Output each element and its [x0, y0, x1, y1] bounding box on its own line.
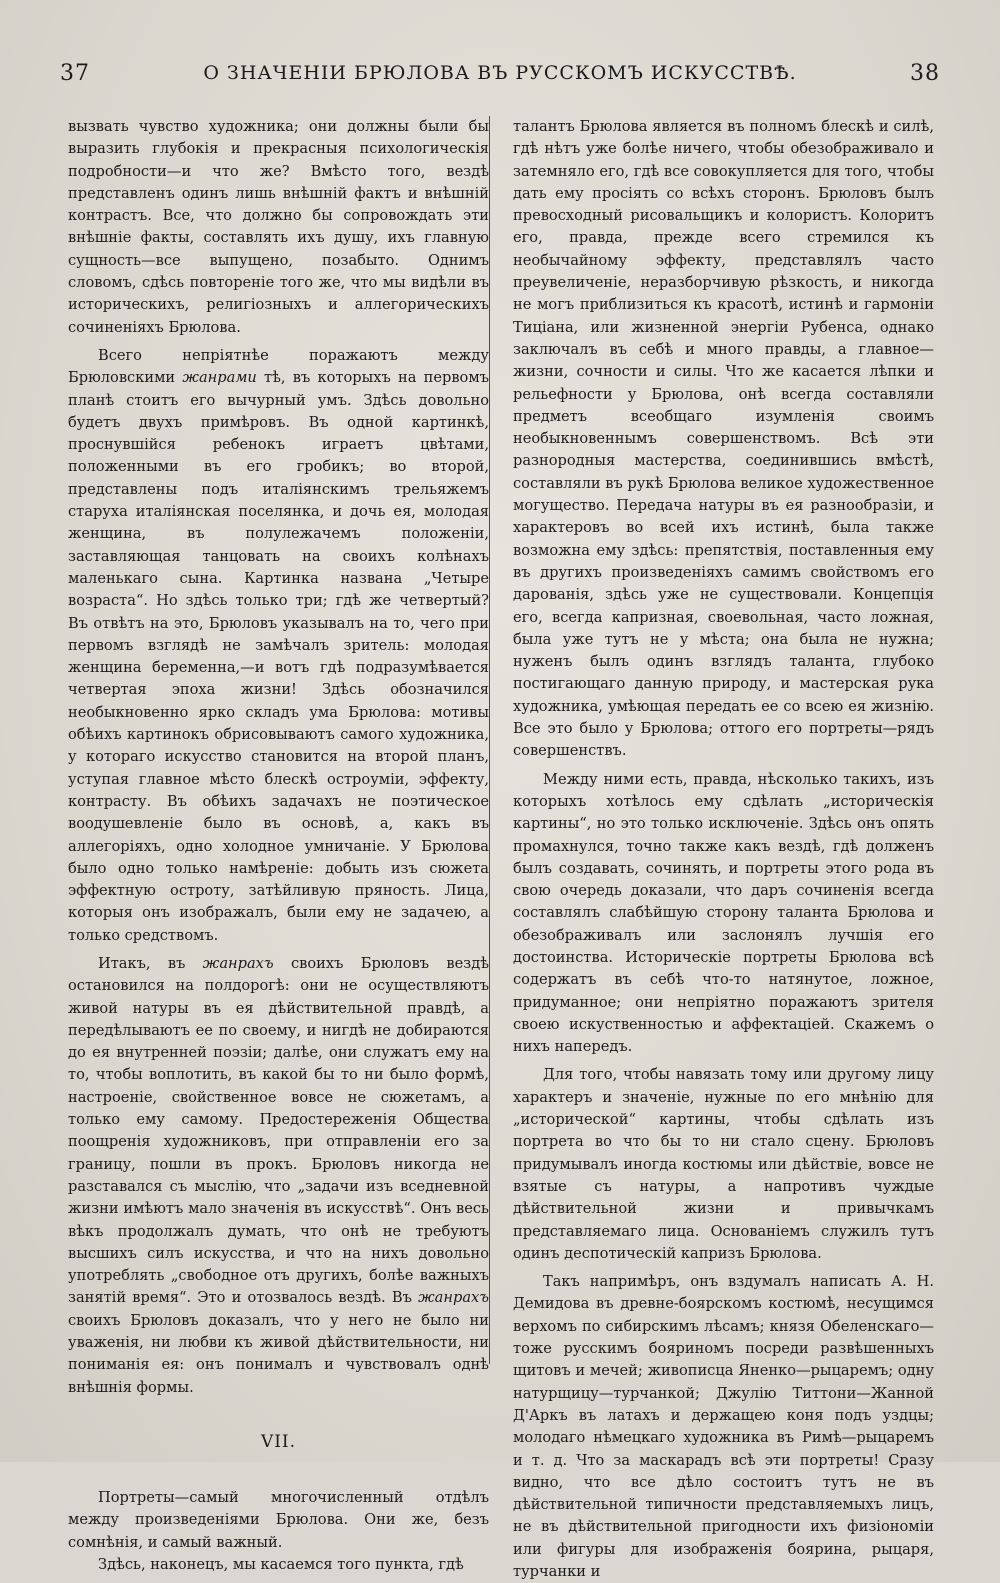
- paragraph: Между ними есть, правда, нѣсколько такихъ, изъ которыхъ хотѣлось ему сдѣлать „историческія картины“, но это только исключеніе. Здѣсь онъ опять промахнулся, точно также какъ вездѣ, гдѣ долженъ былъ создавать, сочинять, и портреты этого рода въ свою очередь доказали, что даръ сочиненія всегда составлялъ слабѣйшую сторону таланта Брюлова и обезображивалъ или заслонялъ лучшія его достоинства. Историческіе портреты Брюлова всѣ содержатъ въ себѣ что-то натянутое, ложное, придуманное; они непріятно поражаютъ зрителя своею искуственностью и аффектаціей. Скажемъ о нихъ напередъ.: [513, 770, 934, 1056]
- text-columns: [68, 116, 934, 1580]
- left-column: [68, 116, 490, 1573]
- text-run: тѣ, въ которыхъ на первомъ планѣ стоитъ его вычурный умъ. Здѣсь довольно будетъ двухъ примѣровъ. Въ одной картинкѣ, проснувшійся ребенокъ играетъ цвѣтами, положенными въ его гробикъ; во второй, представлены подъ италіянскимъ трельяжемъ старуха италіянская поселянка, и дочь ея, молодая женщина, въ полулежачемъ положеніи, заставляющая танцовать на своихъ колѣнахъ маленькаго сына. Картинка названа „Четыре возраста“. Но здѣсь только три; гдѣ же четвертый? Въ отвѣтъ на это, Брюловъ указывалъ на то, чего при первомъ взглядѣ не замѣчалъ зритель: молодая женщина беременна,—и вотъ гдѣ подразумѣвается четвертая эпоха жизни! Здѣсь обозначился необыкновенно ярко складъ ума Брюлова: мотивы обѣихъ картинокъ обрисовываютъ самого художника, у котораго искусство становится на второй планъ, уступая главное мѣсто блескѣ остроуміи, эффекту, контрасту. Въ обѣихъ задачахъ не поэтическое воодушевленіе было въ основѣ, а, какъ въ аллегоріяхъ, одно холодное умничаніе. У Брюлова было одно только намѣреніе: добыть изъ сюжета эффектную остроту, затѣйливую пряность. Лица, которыя онъ изображалъ, были ему не задачею, а только средствомъ.: [68, 369, 489, 944]
- paragraph: Здѣсь, наконецъ, мы касаемся того пункта, гдѣ: [98, 1555, 464, 1573]
- text-run: Всего непріятнѣе поражаютъ между Брюловскими: [68, 346, 489, 387]
- text-run: Итакъ, въ: [98, 954, 203, 972]
- paragraph: [68, 953, 489, 1399]
- page-header: [60, 58, 940, 88]
- running-title: О ЗНАЧЕНІИ БРЮЛОВА ВЪ РУССКОМЪ ИСКУССТВѢ.: [203, 62, 797, 84]
- paragraph: Портреты—самый многочисленный отдѣлъ между произведеніями Брюлова. Они же, безъ сомнѣнія, и самый важный.: [68, 1488, 489, 1551]
- paragraph: Для того, чтобы навязать тому или другому лицу характеръ и значеніе, нужные по его мнѣнію для „исторической“ картины, чтобы сдѣлать изъ портрета во что бы то ни стало сцену. Брюловъ придумывалъ иногда костюмы или дѣйствіе, вовсе не взятые съ натуры, а напротивъ чуждые дѣйствительной жизни и привычкамъ представляемаго лица. Основаніемъ служилъ тутъ одинъ деспотическій капризъ Брюлова.: [513, 1066, 934, 1262]
- italic-term: жанрахъ: [418, 1289, 489, 1307]
- right-column: [513, 116, 934, 1580]
- text-run: своихъ Брюловъ доказалъ, что у него не было ни уваженія, ни любви къ живой дѣйствительности, ни пониманія ея: онъ понималъ и чувствовалъ однѣ внѣшнія формы.: [68, 1311, 489, 1396]
- section-heading: VII.: [260, 1431, 297, 1452]
- italic-term: жанрахъ: [202, 954, 274, 972]
- page-number-right: 38: [910, 60, 940, 86]
- paragraph: талантъ Брюлова является въ полномъ блескѣ и силѣ, гдѣ нѣтъ уже болѣе ничего, чтобы обезображивало и затемняло его, гдѣ все совокупляется для того, чтобы дать ему просіять со всѣхъ сторонъ. Брюловъ былъ превосходный рисовальщикъ и колористъ. Колоритъ его, правда, прежде всего стремился къ необычайному эффекту, представлялъ часто преувеличеніе, неразборчивую рѣзкость, и никогда не могъ приблизиться къ красотѣ, истинѣ и гармоніи Тиціана, или жизненной энергіи Рубенса, однако заключалъ въ себѣ и много правды, а главное—жизни, сочности и силы. Что же касается лѣпки и рельефности у Брюлова, онѣ всегда составляли предметъ всеобщаго изумленія своимъ необыкновеннымъ совершенствомъ. Всѣ эти разнородныя мастерства, соединившись вмѣстѣ, составляли въ рукѣ Брюлова великое художественное могущество. Передача натуры въ ея разнообразіи, и характеровъ во всей ихъ истинѣ, была также возможна ему здѣсь: препятствія, поставленныя ему въ другихъ произведеніяхъ самимъ свойствомъ его дарованія, здѣсь уже не существовали. Концепція его, всегда капризная, своевольная, часто ложная, была уже тутъ не у мѣста; она была не нужна; нуженъ былъ одинъ взглядъ таланта, глубоко постигающаго данную природу, и мастерская рука художника, умѣющая передать ее со всею ея жизнію. Все это было у Брюлова; оттого его портреты—рядъ совершенствъ.: [513, 118, 934, 760]
- paragraph: вызвать чувство художника; они должны были бы выразить глубокія и прекрасныя психологическія подробности—и что же? Вмѣсто того, вездѣ представленъ одинъ лишь внѣшній фактъ и внѣшній контрастъ. Все, что должно бы сопровождать эти внѣшніе факты, составлять ихъ душу, ихъ главную сущность—все выпущено, позабыто. Однимъ словомъ, сдѣсь повтореніе того же, что мы видѣли въ историческихъ, религіозныхъ и аллегорическихъ сочиненіяхъ Брюлова.: [68, 118, 489, 336]
- paragraph: [68, 345, 489, 947]
- paragraph: Такъ напримѣръ, онъ вздумалъ написать А. Н. Демидова въ древне-боярскомъ костюмѣ, несущимся верхомъ по сибирскимъ лѣсамъ; князя Обеленскаго—тоже русскимъ бояриномъ посреди развѣшенныхъ щитовъ и мечей; живописца Яненко—рыцаремъ; одну натурщицу—турчанкой; Джулію Титтони—Жанной Д'Аркъ въ латахъ и держащею коня подъ уздцы; молодаго нѣмецкаго художника въ Римѣ—рыцаремъ и т. д. Что за маскарадъ всѣ эти портреты! Сразу видно, что все дѣло состоитъ тутъ не въ дѣйствительной типичности представляемыхъ лицъ, не въ дѣйствительной пригодности ихъ физіономіи или фигуры для изображенія боярина, рыцаря, турчанки и: [513, 1273, 934, 1580]
- italic-term: жанрами: [182, 369, 257, 387]
- text-run: своихъ Брюловъ вездѣ остановился на полдорогѣ: они не осуществляютъ живой натуры въ ея дѣйствительной правдѣ, а передѣлываютъ ее по своему, и нигдѣ не добираются до ея внутренней поэзіи; далѣе, они служатъ ему на то, чтобы воплотить, въ какой бы то ни было формѣ, настроеніе, свойственное вовсе не сюжетамъ, а только ему самому. Предостереженія Общества поощренія художниковъ, при отправленіи его за границу, пошли въ прокъ. Брюловъ никогда не разставался съ мыслію, что „задачи изъ вседневной жизни имѣютъ мало значенія въ искусствѣ“. Онъ весь вѣкъ продолжалъ думать, что онѣ не требуютъ высшихъ силъ искусства, и что на нихъ довольно употреблять „свободное отъ другихъ, болѣе важныхъ занятій время“. Это и отозвалось вездѣ. Въ: [68, 954, 490, 1307]
- page-number-left: 37: [60, 60, 90, 86]
